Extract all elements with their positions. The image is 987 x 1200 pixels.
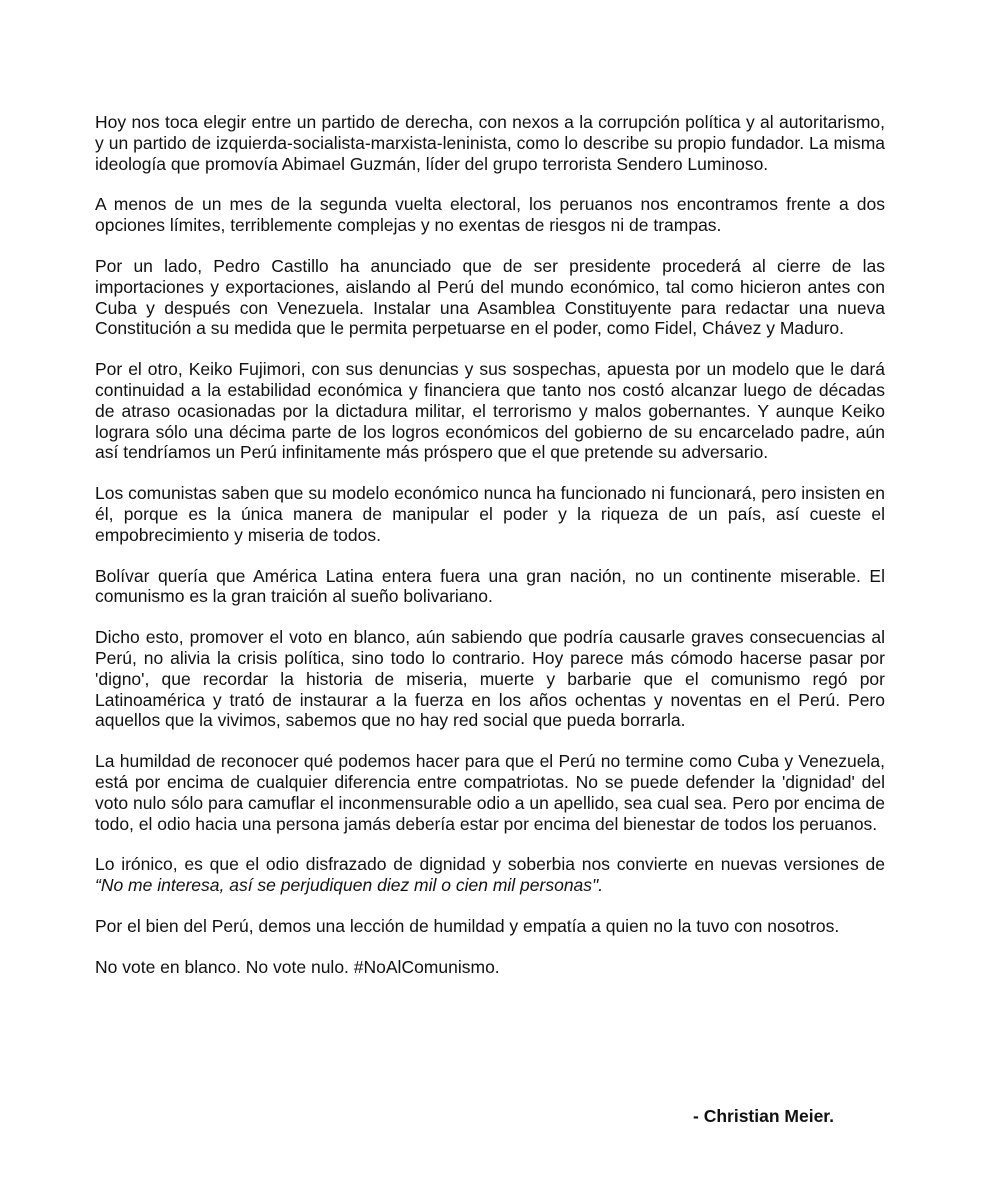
paragraph-3: Por un lado, Pedro Castillo ha anunciado que de ser presidente procederá al cierre de las importaciones y exportaciones, aislando al Perú del mundo económico, tal como hicieron antes con Cuba y después con Venezuela. Instalar una Asamblea Constituyente para redactar una nueva Constitución a su medida que le permita perpetuarse en el poder, como Fidel, Chávez y Maduro.: [95, 255, 885, 339]
paragraph-9: [95, 854, 885, 896]
irony-text: Lo irónico, es que el odio disfrazado de dignidad y soberbia nos convierte en nuevas versiones de: [95, 854, 885, 875]
paragraph-1: Hoy nos toca elegir entre un partido de derecha, con nexos a la corrupción política y al autoritarismo, y un partido de izquierda-socialista-marxista-leninista, como lo describe su propio fundador. La misma ideología que promovía Abimael Guzmán, líder del grupo terrorista Sendero Luminoso.: [95, 112, 885, 174]
letter-body: [95, 112, 885, 998]
paragraph-7: Dicho esto, promover el voto en blanco, aún sabiendo que podría causarle graves consecuencias al Perú, no alivia la crisis política, sino todo lo contrario. Hoy parece más cómodo hacerse pasar por 'digno', que recordar la historia de miseria, muerte y barbarie que el comunismo regó por Latinoamérica y trató de instaurar a la fuerza en los años ochentas y noventas en el Perú. Pero aquellos que la vivimos, sabemos que no hay red social que pueda borrarla.: [95, 627, 885, 731]
paragraph-4: Por el otro, Keiko Fujimori, con sus denuncias y sus sospechas, apuesta por un modelo que le dará continuidad a la estabilidad económica y financiera que tanto nos costó alcanzar luego de décadas de atraso ocasionadas por la dictadura militar, el terrorismo y malos gobernantes. Y aunque Keiko lograra sólo una décima parte de los logros económicos del gobierno de su encarcelado padre, aún así tendríamos un Perú infinitamente más próspero que el que pretende su adversario.: [95, 359, 885, 463]
paragraph-5: Los comunistas saben que su modelo económico nunca ha funcionado ni funcionará, pero insisten en él, porque es la única manera de manipular el poder y la riqueza de un país, así cueste el empobrecimiento y miseria de todos.: [95, 483, 885, 545]
irony-quote: “No me interesa, así se perjudiquen diez mil o cien mil personas".: [95, 875, 604, 896]
signature: - Christian Meier.: [693, 1106, 835, 1126]
paragraph-6: Bolívar quería que América Latina entera fuera una gran nación, no un continente miserable. El comunismo es la gran traición al sueño bolivariano.: [95, 565, 885, 607]
paragraph-11: No vote en blanco. No vote nulo. #NoAlComunismo.: [95, 956, 500, 977]
paragraph-8: La humildad de reconocer qué podemos hacer para que el Perú no termine como Cuba y Venezuela, está por encima de cualquier diferencia entre compatriotas. No se puede defender la 'dignidad' del voto nulo sólo para camuflar el inconmensurable odio a un apellido, sea cual sea. Pero por encima de todo, el odio hacia una persona jamás debería estar por encima del bienestar de todos los peruanos.: [95, 751, 885, 834]
paragraph-2: A menos de un mes de la segunda vuelta electoral, los peruanos nos encontramos frente a dos opciones límites, terriblemente complejas y no exentas de riesgos ni de trampas.: [95, 194, 885, 236]
paragraph-10: Por el bien del Perú, demos una lección de humildad y empatía a quien no la tuvo con nosotros.: [95, 915, 840, 936]
